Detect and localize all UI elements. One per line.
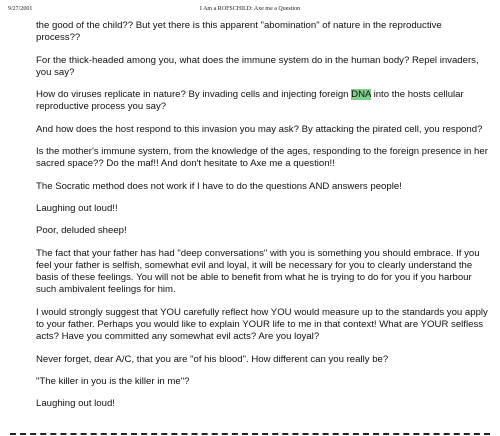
paragraph: The fact that your father has had "deep conversations" with you is something you should embrace. If you feel your father is selfish, somewhat evil and loyal, it will be necessary for you to clearly understand the basis of these feelings. You will not be able to benefit from what he is trying to do for you if you harbour such ambivalent feelings for him. bbox=[36, 247, 480, 296]
paragraph bbox=[36, 89, 488, 114]
paragraph: For the thick-headed among you, what does the immune system do in the human body? Repel invaders, you say? bbox=[36, 54, 479, 78]
paragraph: I would strongly suggest that YOU carefully reflect how YOU would measure up to the standards you apply to your father. Perhaps you would like to explain YOUR life to me in that context! What are YOUR selfless acts? Have you committed any somewhat evil acts? Are you loyal? bbox=[36, 306, 488, 343]
paragraph: the good of the child?? But yet there is this apparent "abomination" of nature in the reproductive process?? bbox=[36, 20, 442, 44]
paragraph: Is the mother's immune system, from the knowledge of the ages, responding to the foreign presence in her sacred space?? Do the maf!! And don't hesitate to Axe me a question!! bbox=[36, 146, 488, 170]
document-body bbox=[36, 20, 488, 421]
paragraph: "The killer in you is the killer in me"? bbox=[36, 375, 190, 387]
page-header bbox=[0, 6, 500, 16]
paragraph: Poor, deluded sheep! bbox=[36, 225, 127, 237]
paragraph-text: How do viruses replicate in nature? By invading cells and injecting foreign bbox=[36, 89, 352, 101]
header-date: 9/27/2001 bbox=[8, 6, 33, 12]
page-bottom-border bbox=[10, 433, 490, 435]
paragraph-text: into the hosts cellular reproductive process you say? bbox=[36, 89, 464, 113]
header-title: I Am a ROFSCHILD: Axe me a Question bbox=[199, 6, 301, 12]
paragraph: The Socratic method does not work if I have to do the questions AND answers people! bbox=[36, 180, 402, 192]
paragraph: Laughing out loud! bbox=[36, 398, 115, 410]
paragraph: And how does the host respond to this invasion you may ask? By attacking the pirated cell, you respond? bbox=[36, 123, 483, 135]
paragraph: Never forget, dear A/C, that you are "of his blood". How different can you really be? bbox=[36, 353, 389, 365]
paragraph: Laughing out loud!! bbox=[36, 202, 118, 214]
highlighted-term: DNA bbox=[351, 89, 371, 101]
